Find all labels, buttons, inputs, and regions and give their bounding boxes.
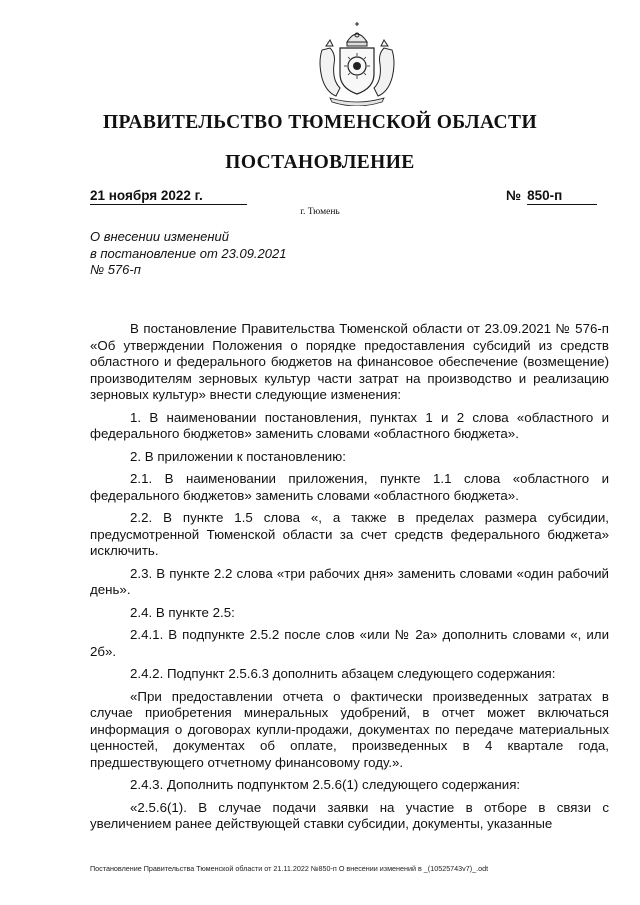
body-paragraph: «При предоставлении отчета о фактически произведенных затратах в случае приобретения минеральных удобрений, в отчет может включаться информация о договорах купли-продажи, документах по передаче материальных ценностей, документах об оплате, произведенных в 4 квартале года, предшествующего отчетному финансовому году.».	[90, 688, 609, 770]
subject-line: № 576-п	[90, 262, 141, 277]
document-number-field	[506, 187, 597, 205]
body-paragraph: 2.1. В наименовании приложения, пункте 1.1 слова «областного и федерального бюджетов» заменить словами «областного бюджета».	[90, 471, 609, 503]
body-paragraph: 1. В наименовании постановления, пунктах 1 и 2 слова «областного и федерального бюджетов» заменить словами «областного бюджета».	[90, 409, 609, 441]
body-paragraph: 2.2. В пункте 1.5 слова «, а также в пределах размера субсидии, предусмотренной Тюменской области за счет средств федерального бюджета» исключить.	[90, 510, 609, 558]
document-subject	[90, 229, 350, 279]
body-paragraph: 2.4.2. Подпункт 2.5.6.3 дополнить абзацем следующего содержания:	[130, 666, 556, 681]
body-paragraph: «2.5.6(1). В случае подачи заявки на участие в отборе в связи с увеличением ранее действующей ставки субсидии, документы, указанные	[90, 799, 609, 831]
body-paragraph: 2. В приложении к постановлению:	[130, 448, 346, 464]
body-paragraph: 2.4.3. Дополнить подпунктом 2.5.6(1) следующего содержания:	[130, 777, 521, 792]
page-footer: Постановление Правительства Тюменской области от 21.11.2022 №850-п О внесении изменений в _(10525743v7)_.odt	[90, 864, 489, 873]
subject-line: в постановление от 23.09.2021	[90, 245, 287, 261]
body-paragraph: 2.3. В пункте 2.2 слова «три рабочих дня» заменить словами «один рабочий день».	[90, 565, 609, 597]
coat-of-arms-emblem	[316, 22, 398, 106]
subject-line: О внесении изменений	[90, 229, 229, 244]
document-date: 21 ноября 2022 г.	[90, 187, 247, 205]
document-body	[90, 321, 609, 839]
organization-title: ПРАВИТЕЛЬСТВО ТЮМЕНСКОЙ ОБЛАСТИ	[102, 112, 538, 133]
city-label: г. Тюмень	[300, 207, 340, 217]
document-number: 850-п	[527, 187, 597, 205]
number-sign: №	[506, 188, 522, 203]
body-paragraph: 2.4. В пункте 2.5:	[130, 604, 235, 620]
document-type-title: ПОСТАНОВЛЕНИЕ	[225, 152, 415, 173]
body-paragraph: 2.4.1. В подпункте 2.5.2 после слов «или № 2а» дополнить словами «, или 2б».	[90, 627, 609, 659]
body-paragraph: В постановление Правительства Тюменской области от 23.09.2021 № 576-п «Об утверждении Положения о порядке предоставления субсидий из средств областного и федерального бюджетов на финансовое обеспечение (возмещение) производителям зерновых культур части затрат на производство и реализацию зерновых культур» внести следующие изменения:	[90, 321, 609, 402]
